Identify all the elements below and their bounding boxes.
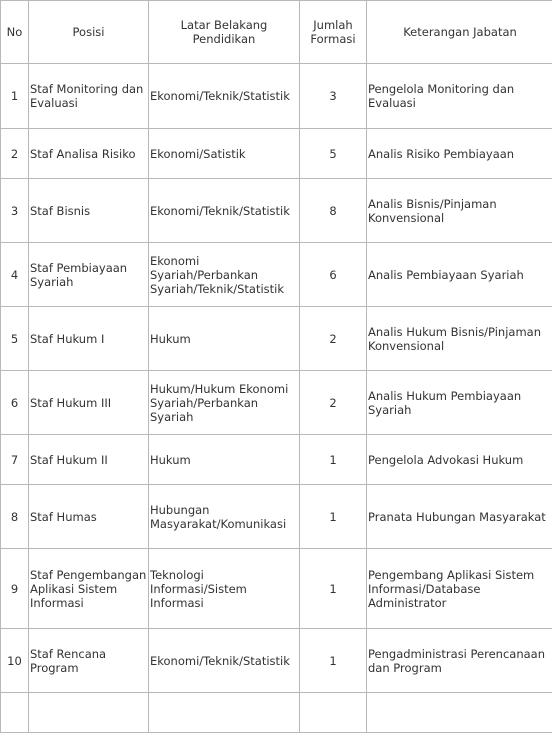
row-no: 5	[1, 307, 29, 371]
row-no: 9	[1, 549, 29, 629]
row-posisi: Staf Hukum II	[29, 435, 149, 485]
row-jumlah-formasi: 2	[300, 307, 367, 371]
row-latar-belakang	[149, 693, 300, 733]
table-row	[1, 435, 552, 485]
row-no: 8	[1, 485, 29, 549]
row-keterangan-jabatan: Analis Hukum Bisnis/Pinjaman Konvensional	[367, 307, 552, 371]
row-latar-belakang: Ekonomi/Satistik	[149, 129, 300, 179]
row-jumlah-formasi: 3	[300, 64, 367, 129]
row-latar-belakang: Hukum	[149, 435, 300, 485]
row-posisi: Staf Hukum I	[29, 307, 149, 371]
table-row	[1, 371, 552, 435]
row-no: 10	[1, 629, 29, 693]
row-jumlah-formasi: 1	[300, 485, 367, 549]
row-posisi: Staf Monitoring dan Evaluasi	[29, 64, 149, 129]
table-row	[1, 629, 552, 693]
row-jumlah-formasi	[300, 693, 367, 733]
row-keterangan-jabatan	[367, 693, 552, 733]
row-posisi	[29, 693, 149, 733]
row-posisi: Staf Humas	[29, 485, 149, 549]
row-no	[1, 693, 29, 733]
table-row	[1, 485, 552, 549]
table-row	[1, 307, 552, 371]
header-posisi: Posisi	[29, 1, 149, 64]
row-no: 1	[1, 64, 29, 129]
table-row	[1, 179, 552, 243]
row-latar-belakang: Hukum	[149, 307, 300, 371]
row-jumlah-formasi: 1	[300, 435, 367, 485]
row-jumlah-formasi: 2	[300, 371, 367, 435]
header-row	[1, 1, 552, 64]
row-latar-belakang: Teknologi Informasi/Sistem Informasi	[149, 549, 300, 629]
table-row	[1, 243, 552, 307]
row-keterangan-jabatan: Analis Risiko Pembiayaan	[367, 129, 552, 179]
row-posisi: Staf Hukum III	[29, 371, 149, 435]
row-latar-belakang: Hukum/Hukum Ekonomi Syariah/Perbankan Syariah	[149, 371, 300, 435]
row-jumlah-formasi: 1	[300, 549, 367, 629]
table-row	[1, 549, 552, 629]
table-row	[1, 64, 552, 129]
row-no: 7	[1, 435, 29, 485]
row-no: 3	[1, 179, 29, 243]
row-posisi: Staf Analisa Risiko	[29, 129, 149, 179]
table-row	[1, 693, 552, 733]
row-jumlah-formasi: 5	[300, 129, 367, 179]
row-jumlah-formasi: 1	[300, 629, 367, 693]
row-latar-belakang: Ekonomi/Teknik/Statistik	[149, 179, 300, 243]
row-latar-belakang: Ekonomi/Teknik/Statistik	[149, 629, 300, 693]
row-posisi: Staf Pengembangan Aplikasi Sistem Informasi	[29, 549, 149, 629]
row-keterangan-jabatan: Pengelola Monitoring dan Evaluasi	[367, 64, 552, 129]
row-no: 6	[1, 371, 29, 435]
row-keterangan-jabatan: Analis Bisnis/Pinjaman Konvensional	[367, 179, 552, 243]
table-row	[1, 129, 552, 179]
row-jumlah-formasi: 6	[300, 243, 367, 307]
table-header	[1, 1, 552, 64]
row-keterangan-jabatan: Analis Hukum Pembiayaan Syariah	[367, 371, 552, 435]
row-keterangan-jabatan: Pengadministrasi Perencanaan dan Program	[367, 629, 552, 693]
header-latar-belakang: Latar Belakang Pendidikan	[149, 1, 300, 64]
header-no: No	[1, 1, 29, 64]
header-keterangan-jabatan: Keterangan Jabatan	[367, 1, 552, 64]
row-jumlah-formasi: 8	[300, 179, 367, 243]
row-keterangan-jabatan: Pengembang Aplikasi Sistem Informasi/Database Administrator	[367, 549, 552, 629]
row-keterangan-jabatan: Pranata Hubungan Masyarakat	[367, 485, 552, 549]
row-keterangan-jabatan: Analis Pembiayaan Syariah	[367, 243, 552, 307]
row-no: 4	[1, 243, 29, 307]
row-keterangan-jabatan: Pengelola Advokasi Hukum	[367, 435, 552, 485]
row-posisi: Staf Bisnis	[29, 179, 149, 243]
row-latar-belakang: Hubungan Masyarakat/Komunikasi	[149, 485, 300, 549]
row-posisi: Staf Rencana Program	[29, 629, 149, 693]
row-no: 2	[1, 129, 29, 179]
row-posisi: Staf Pembiayaan Syariah	[29, 243, 149, 307]
header-jumlah-formasi: Jumlah Formasi	[300, 1, 367, 64]
row-latar-belakang: Ekonomi/Teknik/Statistik	[149, 64, 300, 129]
table-body	[1, 64, 552, 733]
row-latar-belakang: Ekonomi Syariah/Perbankan Syariah/Teknik/Statistik	[149, 243, 300, 307]
